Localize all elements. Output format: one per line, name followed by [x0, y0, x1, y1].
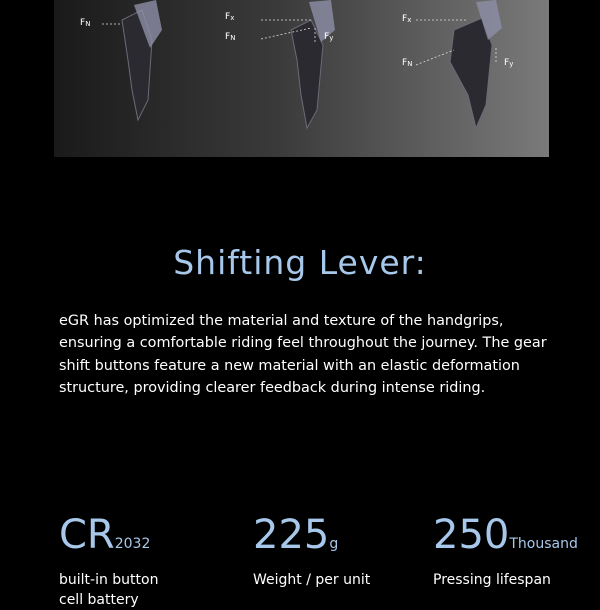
hero-image: [54, 0, 549, 157]
stat-weight-unit: g: [329, 536, 339, 552]
shifter-illustration-1: [54, 0, 219, 157]
force-fy-label-3: $F_y$: [504, 58, 514, 68]
shifter-illustration-2: [219, 0, 384, 157]
stat-weight-label: Weight / per unit: [253, 572, 371, 588]
stat-battery-value: CR: [59, 512, 115, 558]
stat-weight: [253, 512, 370, 590]
force-fn-label: $F_N$: [80, 18, 91, 28]
force-fy-label-2: $F_y$: [324, 32, 334, 42]
stat-lifespan-label: Pressing lifespan: [433, 572, 551, 588]
stat-lifespan: [433, 512, 578, 590]
force-fn-label-2: $F_N$: [225, 32, 236, 42]
stat-weight-value: 225: [253, 512, 330, 558]
force-fn-label-3: $F_N$: [402, 58, 413, 68]
stat-battery: [59, 512, 158, 610]
stat-battery-label-line2: cell battery: [59, 592, 139, 608]
force-fx-label-2: $F_x$: [225, 12, 235, 22]
stat-battery-label-line1: built-in button: [59, 572, 159, 588]
force-fx-label-3: $F_x$: [402, 14, 412, 24]
section-description: eGR has optimized the material and texture of the handgrips, ensuring a comfortable riding feel throughout the journey. The gear shift buttons feature a new material with an elastic deformation structure, providing clearer feedback during intense riding.: [59, 313, 547, 397]
stat-lifespan-unit: Thousand: [509, 536, 578, 552]
stat-lifespan-value: 250: [433, 512, 510, 558]
section-title: Shifting Lever:: [173, 243, 427, 282]
stat-battery-unit: 2032: [114, 536, 151, 552]
